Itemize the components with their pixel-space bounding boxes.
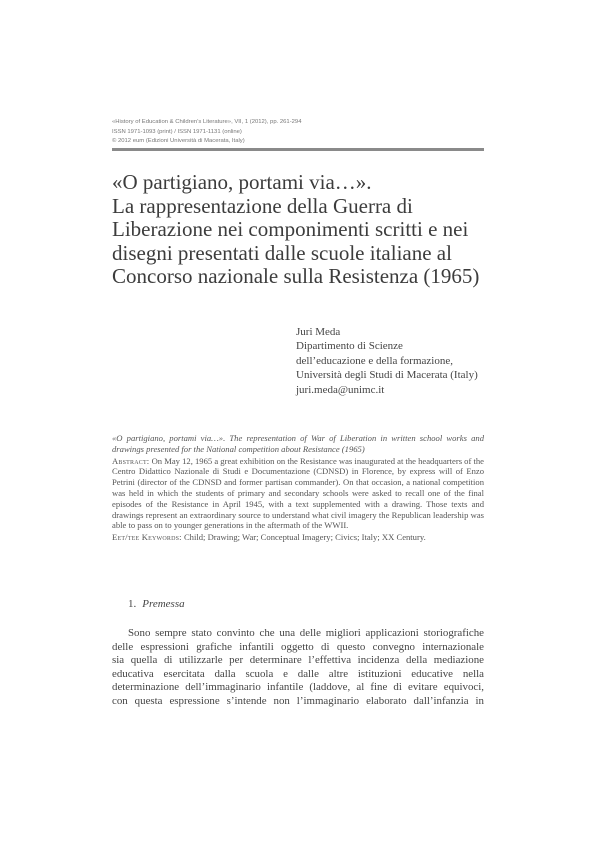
title-line: La rappresentazione della Guerra di: [112, 193, 413, 218]
body-line: determinazione dell’immaginario infantile (laddove, al fine di evitare equivoci,: [112, 681, 484, 693]
author-department-cont: dell’educazione e della formazione,: [296, 354, 453, 367]
section-title: Premessa: [142, 598, 185, 610]
abstract-text: On May 12, 1965 a great exhibition on the Resistance was inaugurated at the headquarters of the Centro Didattico Nazionale di Studi e Documentazione (CDNSD) in Florence, by express will of Enzo Petrini (director of the CDNSD and former partisan commander). On that occasion, a national competition was held in which the students of primary and secondary schools were asked to recall one of the final episodes of the Resistance in April 1945, with a text supplemented with a drawing. Those texts and drawings represent an extraordinary source to understand what civil imagery the Republican leadership was able to pass on to younger generations in the aftermath of the WWII.: [112, 455, 484, 531]
author-email[interactable]: juri.meda@unimc.it: [296, 383, 385, 396]
copyright-line: © 2012 eum (Edizioni Università di Macerata, Italy): [112, 138, 245, 145]
body-paragraph: [112, 627, 484, 708]
title-line: disegni presentati dalle scuole italiane al: [112, 240, 452, 265]
author-department: Dipartimento di Scienze: [296, 340, 403, 353]
issn-line: ISSN 1971-1093 (print) / ISSN 1971-1131 (online): [112, 128, 242, 135]
body-line: sia quella di utilizzarle per determinare l’effettiva incidenza della mediazione: [112, 654, 484, 666]
body-line: delle espressioni grafiche infantili oggetto di questo convegno internazionale: [112, 640, 484, 653]
english-title: «O partigiano, portami via…». The representation of War of Liberation in written school works and drawings presented for the National competition about Resistance (1965): [112, 433, 484, 454]
abstract-block: [112, 433, 484, 543]
keywords-line: [112, 532, 484, 543]
abstract-label: Abstract:: [112, 455, 150, 466]
header-rule: [112, 148, 484, 151]
author-name: Juri Meda: [296, 326, 341, 338]
title-line: Concorso nazionale sulla Resistenza (1965): [112, 264, 480, 289]
keywords-text: Child; Drawing; War; Conceptual Imagery; Civics; Italy; XX Century.: [183, 532, 426, 543]
body-line: Sono sempre stato convinto che una delle migliori applicazioni storiografiche: [128, 627, 484, 639]
title-line: Liberazione nei componimenti scritti e nei: [112, 217, 469, 242]
article-title: [112, 171, 492, 289]
title-line: «O partigiano, portami via…».: [112, 170, 372, 194]
section-heading: [128, 598, 185, 610]
author-block: [296, 325, 478, 397]
abstract-body: [112, 456, 484, 532]
author-university: Università degli Studi di Macerata (Italy): [296, 369, 478, 382]
journal-citation: «History of Education & Children’s Literature», VII, 1 (2012), pp. 261-294: [112, 119, 302, 125]
body-line: con questa espressione s’intende non l’immaginario elaborato dall’infanzia in: [112, 694, 484, 707]
body-line: educativa esercitata dalla scuola e dalle altre istituzioni educative nella: [112, 667, 484, 680]
keywords-label: Eet/tee Keywords:: [112, 532, 182, 543]
section-number: 1.: [128, 598, 137, 610]
journal-header: [112, 118, 301, 147]
